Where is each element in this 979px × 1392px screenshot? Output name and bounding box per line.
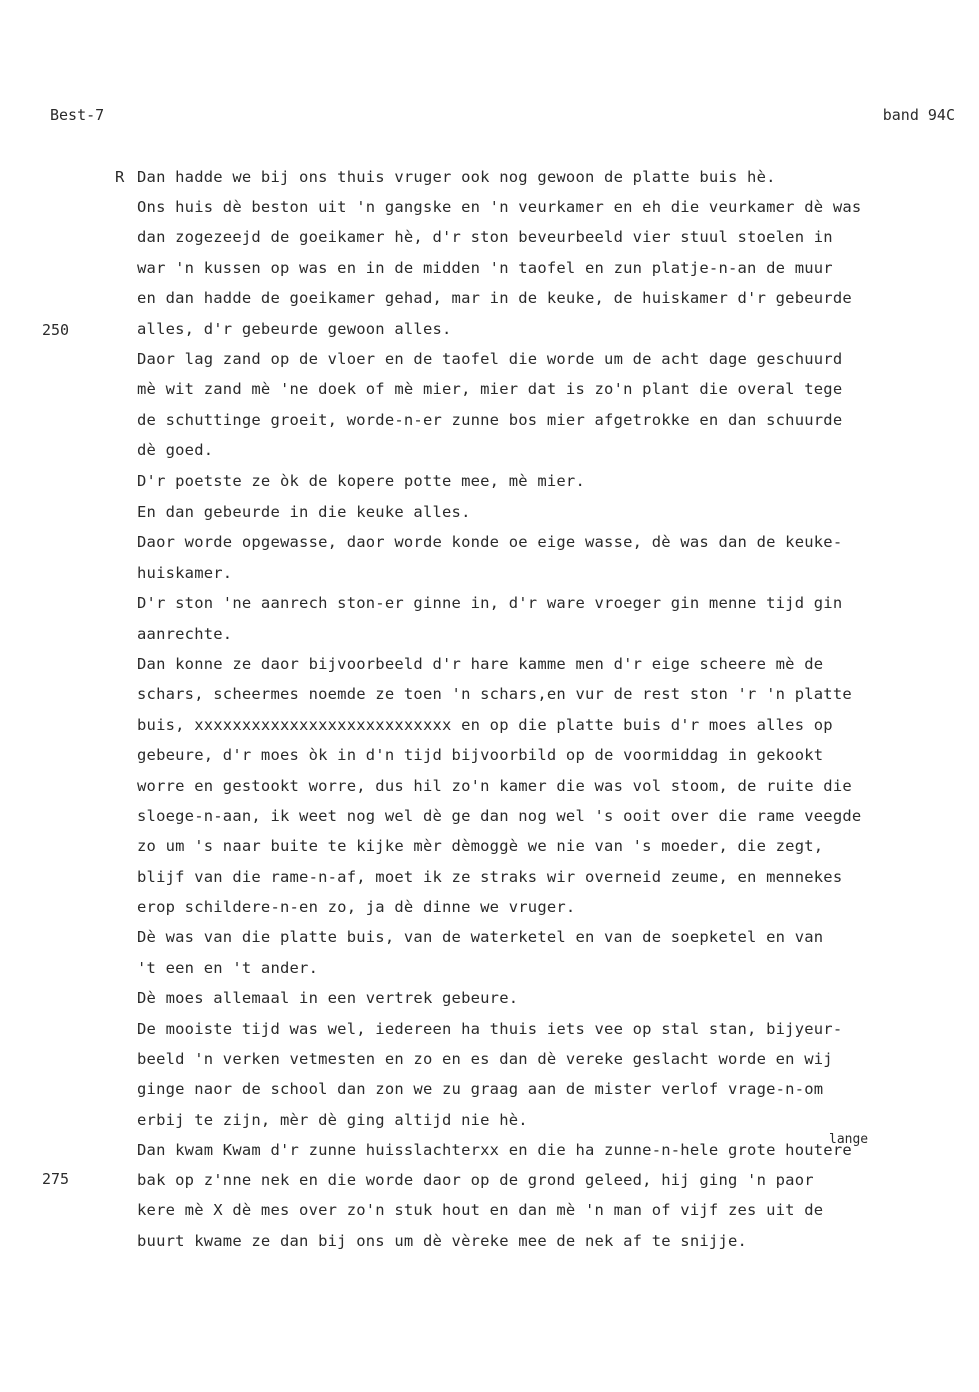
transcript-line: De mooiste tijd was wel, iedereen ha thuis iets vee op stal stan, bijyeur- (137, 1020, 843, 1038)
line-number: 250 (42, 321, 70, 339)
transcript-line: sloege-n-aan, ik weet nog wel dè ge dan nog wel 's ooit over die rame veegde (137, 807, 862, 825)
transcript-line: zo um 's naar buite te kijke mèr dèmoggè we nie van 's moeder, die zegt, (137, 837, 824, 855)
transcript-line: buis, xxxxxxxxxxxxxxxxxxxxxxxxxxx en op die platte buis d'r moes alles op (137, 716, 833, 734)
transcript-line: schars, scheermes noemde ze toen 'n schars,en vur de rest ston 'r 'n platte (137, 685, 852, 703)
tape-number: band 94C (882, 106, 955, 124)
transcript-line: erbij te zijn, mèr dè ging altijd nie hè. (137, 1111, 528, 1129)
line-number: 275 (42, 1170, 70, 1188)
document-code: Best-7 (50, 106, 105, 124)
transcript-line: mè wit zand mè 'ne doek of mè mier, mier dat is zo'n plant die overal tege (137, 380, 843, 398)
transcript-line: 't een en 't ander. (137, 959, 319, 977)
speaker-marker: R (115, 168, 125, 186)
transcript-line: Dan kwam Kwam d'r zunne huisslachterxx en die ha zunne-n-hele grote houtere (137, 1141, 852, 1159)
transcript-line: Ons huis dè beston uit 'n gangske en 'n veurkamer en eh die veurkamer dè was (137, 198, 862, 216)
transcript-line: alles, d'r gebeurde gewoon alles. (137, 320, 452, 338)
transcript-line: de schuttinge groeit, worde-n-er zunne bos mier afgetrokke en dan schuurde (137, 411, 843, 429)
transcript-line: D'r ston 'ne aanrech ston-er ginne in, d'r ware vroeger gin menne tijd gin (137, 594, 843, 612)
transcript-line: huiskamer. (137, 564, 233, 582)
transcript-line: Dan konne ze daor bijvoorbeeld d'r hare kamme men d'r eige scheere mè de (137, 655, 824, 673)
transcript-line: Daor worde opgewasse, daor worde konde oe eige wasse, dè was dan de keuke- (137, 533, 843, 551)
transcript-line: dan zogezeejd de goeikamer hè, d'r ston beveurbeeld vier stuul stoelen in (137, 228, 833, 246)
transcript-line: Dè was van die platte buis, van de waterketel en van de soepketel en van (137, 928, 824, 946)
transcript-line: D'r poetste ze òk de kopere potte mee, mè mier. (137, 472, 585, 490)
transcript-line: aanrechte. (137, 625, 233, 643)
transcript-line: buurt kwame ze dan bij ons um dè vèreke mee de nek af te snijje. (137, 1232, 748, 1250)
transcript-line: en dan hadde de goeikamer gehad, mar in de keuke, de huiskamer d'r gebeurde (137, 289, 852, 307)
transcript-line: bak op z'nne nek en die worde daor op de grond geleed, hij ging 'n paor (137, 1171, 814, 1189)
transcript-line: war 'n kussen op was en in de midden 'n taofel en zun platje-n-an de muur (137, 259, 833, 277)
transcript-line: dè goed. (137, 441, 214, 459)
transcript-line: En dan gebeurde in die keuke alles. (137, 503, 471, 521)
interlinear-insertion: lange (829, 1132, 869, 1147)
transcript-line: kere mè X dè mes over zo'n stuk hout en dan mè 'n man of vijf zes uit de (137, 1201, 824, 1219)
transcript-line: Dan hadde we bij ons thuis vruger ook nog gewoon de platte buis hè. (137, 168, 776, 186)
transcript-line: Dè moes allemaal in een vertrek gebeure. (137, 989, 519, 1007)
transcript-line: blijf van die rame-n-af, moet ik ze straks wir overneid zeume, en mennekes (137, 868, 843, 886)
transcript-line: Daor lag zand op de vloer en de taofel die worde um de acht dage geschuurd (137, 350, 843, 368)
transcript-line: beeld 'n verken vetmesten en zo en es dan dè vereke geslacht worde en wij (137, 1050, 833, 1068)
transcript-line: ginge naor de school dan zon we zu graag aan de mister verlof vrage-n-om (137, 1080, 824, 1098)
transcript-line: worre en gestookt worre, dus hil zo'n kamer die was vol stoom, de ruite die (137, 777, 852, 795)
transcript-line: gebeure, d'r moes òk in d'n tijd bijvoorbild op de voormiddag in gekookt (137, 746, 824, 764)
transcript-line: erop schildere-n-en zo, ja dè dinne we vruger. (137, 898, 576, 916)
